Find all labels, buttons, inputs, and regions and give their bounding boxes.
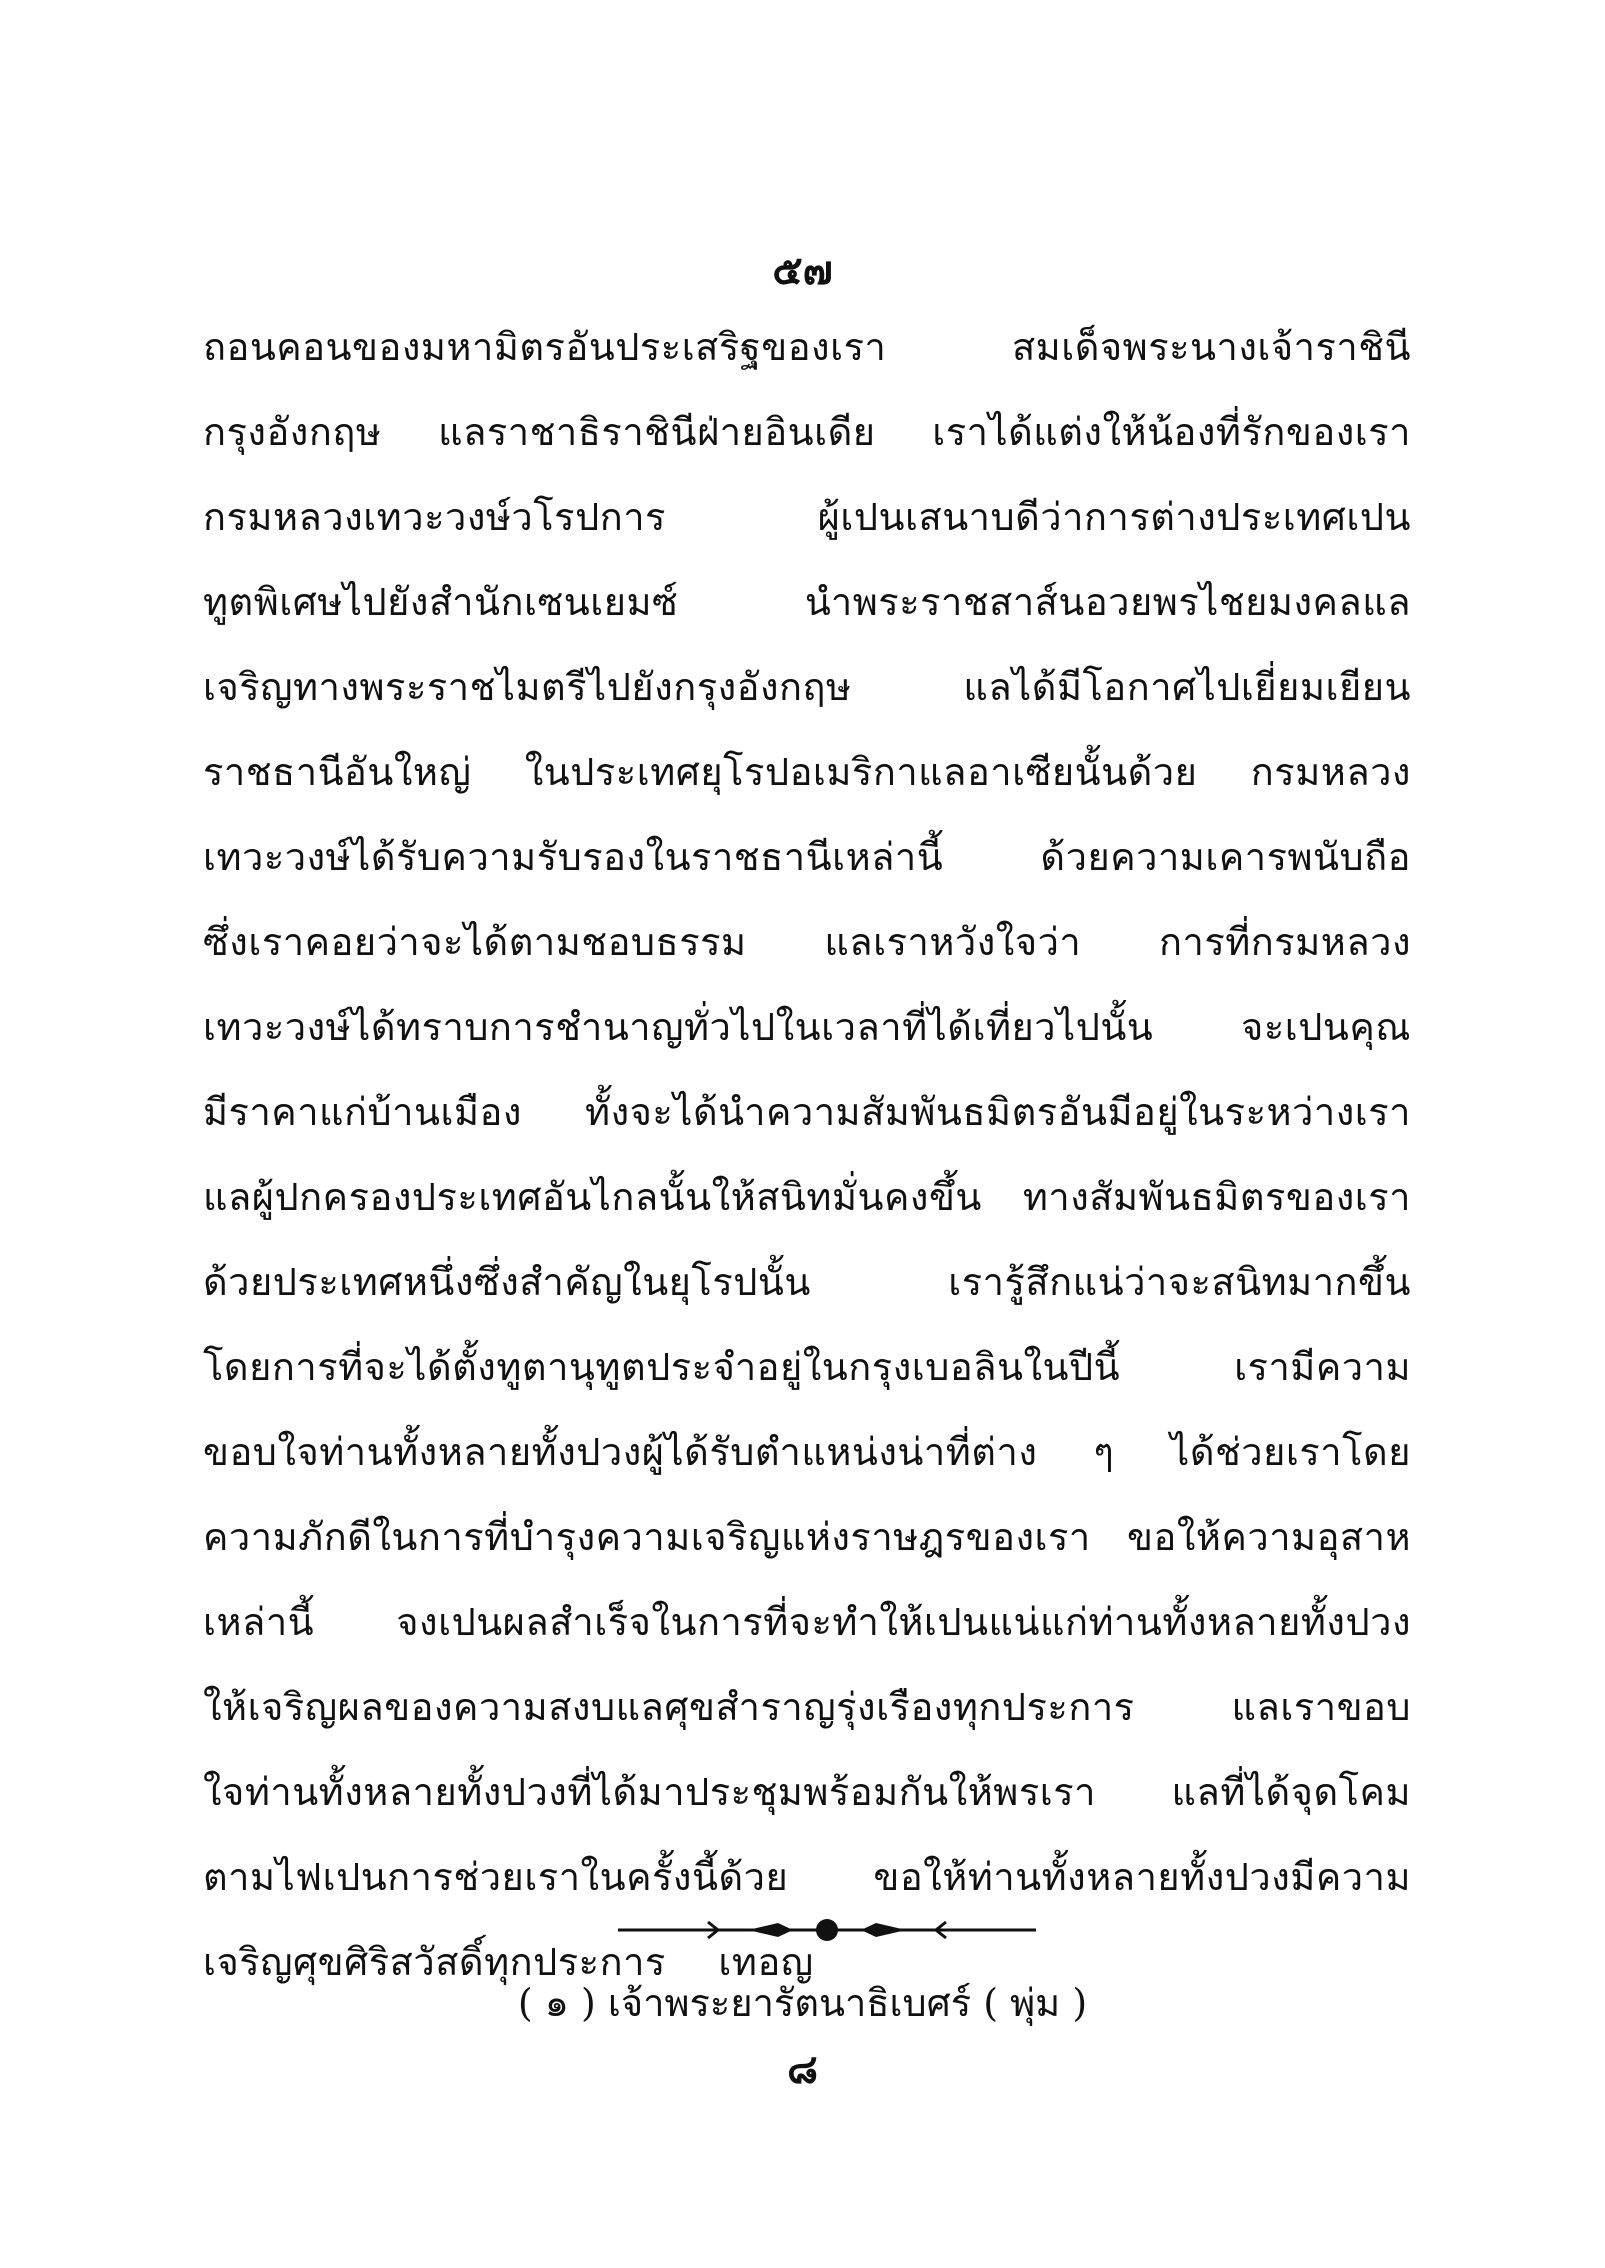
text-line: ซึ่งเราคอยว่าจะได้ตามชอบธรรม แลเราหวังใจว่า การที่กรมหลวง bbox=[203, 920, 1411, 964]
text-line: แลผู้ปกครองประเทศอันไกลนั้นให้สนิทมั่นคงขึ้น ทางสัมพันธมิตรของเรา bbox=[203, 1175, 1411, 1219]
text-line: เทวะวงษ์ได้รับความรับรองในราชธานีเหล่านี้ ด้วยความเคารพนับถือ bbox=[203, 835, 1411, 879]
text-line: ความภักดีในการที่บำรุงความเจริญแห่งราษฎรของเรา ขอให้ความอุสาห bbox=[203, 1515, 1411, 1559]
text-line: ให้เจริญผลของความสงบแลศุขสำราญรุ่งเรืองทุกประการ แลเราขอบ bbox=[203, 1685, 1411, 1729]
text-line: ทูตพิเศษไปยังสำนักเซนเยมซ์ นำพระราชสาส์นอวยพรไชยมงคลแล bbox=[203, 580, 1411, 624]
text-line: เทวะวงษ์ได้ทราบการชำนาญทั่วไปในเวลาที่ได้เที่ยวไปนั้น จะเปนคุณ bbox=[203, 1005, 1411, 1049]
text-line: ขอบใจท่านทั้งหลายทั้งปวงผู้ได้รับตำแหน่งน่าที่ต่าง ๆ ได้ช่วยเราโดย bbox=[203, 1430, 1411, 1474]
text-line: ใจท่านทั้งหลายทั้งปวงที่ได้มาประชุมพร้อมกันให้พรเรา แลที่ได้จุดโคม bbox=[203, 1770, 1411, 1814]
text-line: ราชธานีอันใหญ่ ในประเทศยุโรปอเมริกาแลอาเซียนั้นด้วย กรมหลวง bbox=[203, 750, 1411, 794]
text-line: ด้วยประเทศหนึ่งซึ่งสำคัญในยุโรปนั้น เรารู้สึกแน่ว่าจะสนิทมากขึ้น bbox=[203, 1260, 1411, 1304]
page-number: ๕๗ bbox=[772, 247, 833, 294]
body-text bbox=[203, 305, 1411, 2005]
text-line: กรมหลวงเทวะวงษ์วโรปการ ผู้เปนเสนาบดีว่าการต่างประเทศเปน bbox=[203, 495, 1411, 539]
text-line: เจริญทางพระราชไมตรีไปยังกรุงอังกฤษ แลได้มีโอกาศไปเยี่ยมเยียน bbox=[203, 665, 1411, 709]
ornament-divider-icon bbox=[618, 1910, 1036, 1950]
text-line: ถอนคอนของมหามิตรอันประเสริฐของเรา สมเด็จพระนางเจ้าราชินี bbox=[203, 325, 1411, 369]
footnote-page-marker: ๘ bbox=[787, 2046, 818, 2093]
text-line: กรุงอังกฤษ แลราชาธิราชินีฝ่ายอินเดีย เราได้แต่งให้น้องที่รักของเรา bbox=[203, 410, 1411, 454]
text-line: มีราคาแก่บ้านเมือง ทั้งจะได้นำความสัมพันธมิตรอันมีอยู่ในระหว่างเรา bbox=[203, 1090, 1411, 1134]
text-line: โดยการที่จะได้ตั้งทูตานุทูตประจำอยู่ในกรุงเบอลินในปีนี้ เรามีความ bbox=[203, 1345, 1411, 1389]
text-line-final: เจริญศุขศิริสวัสดิ์ทุกประการ เทอญ bbox=[203, 1940, 814, 1984]
text-line: ตามไฟเปนการช่วยเราในครั้งนี้ด้วย ขอให้ท่านทั้งหลายทั้งปวงมีความ bbox=[203, 1855, 1411, 1899]
text-line: เหล่านี้ จงเปนผลสำเร็จในการที่จะทำให้เปนแน่แก่ท่านทั้งหลายทั้งปวง bbox=[203, 1600, 1411, 1644]
footnote: ( ๑ ) เจ้าพระยารัตนาธิเบศร์ ( พุ่ม ) bbox=[517, 1981, 1088, 2025]
